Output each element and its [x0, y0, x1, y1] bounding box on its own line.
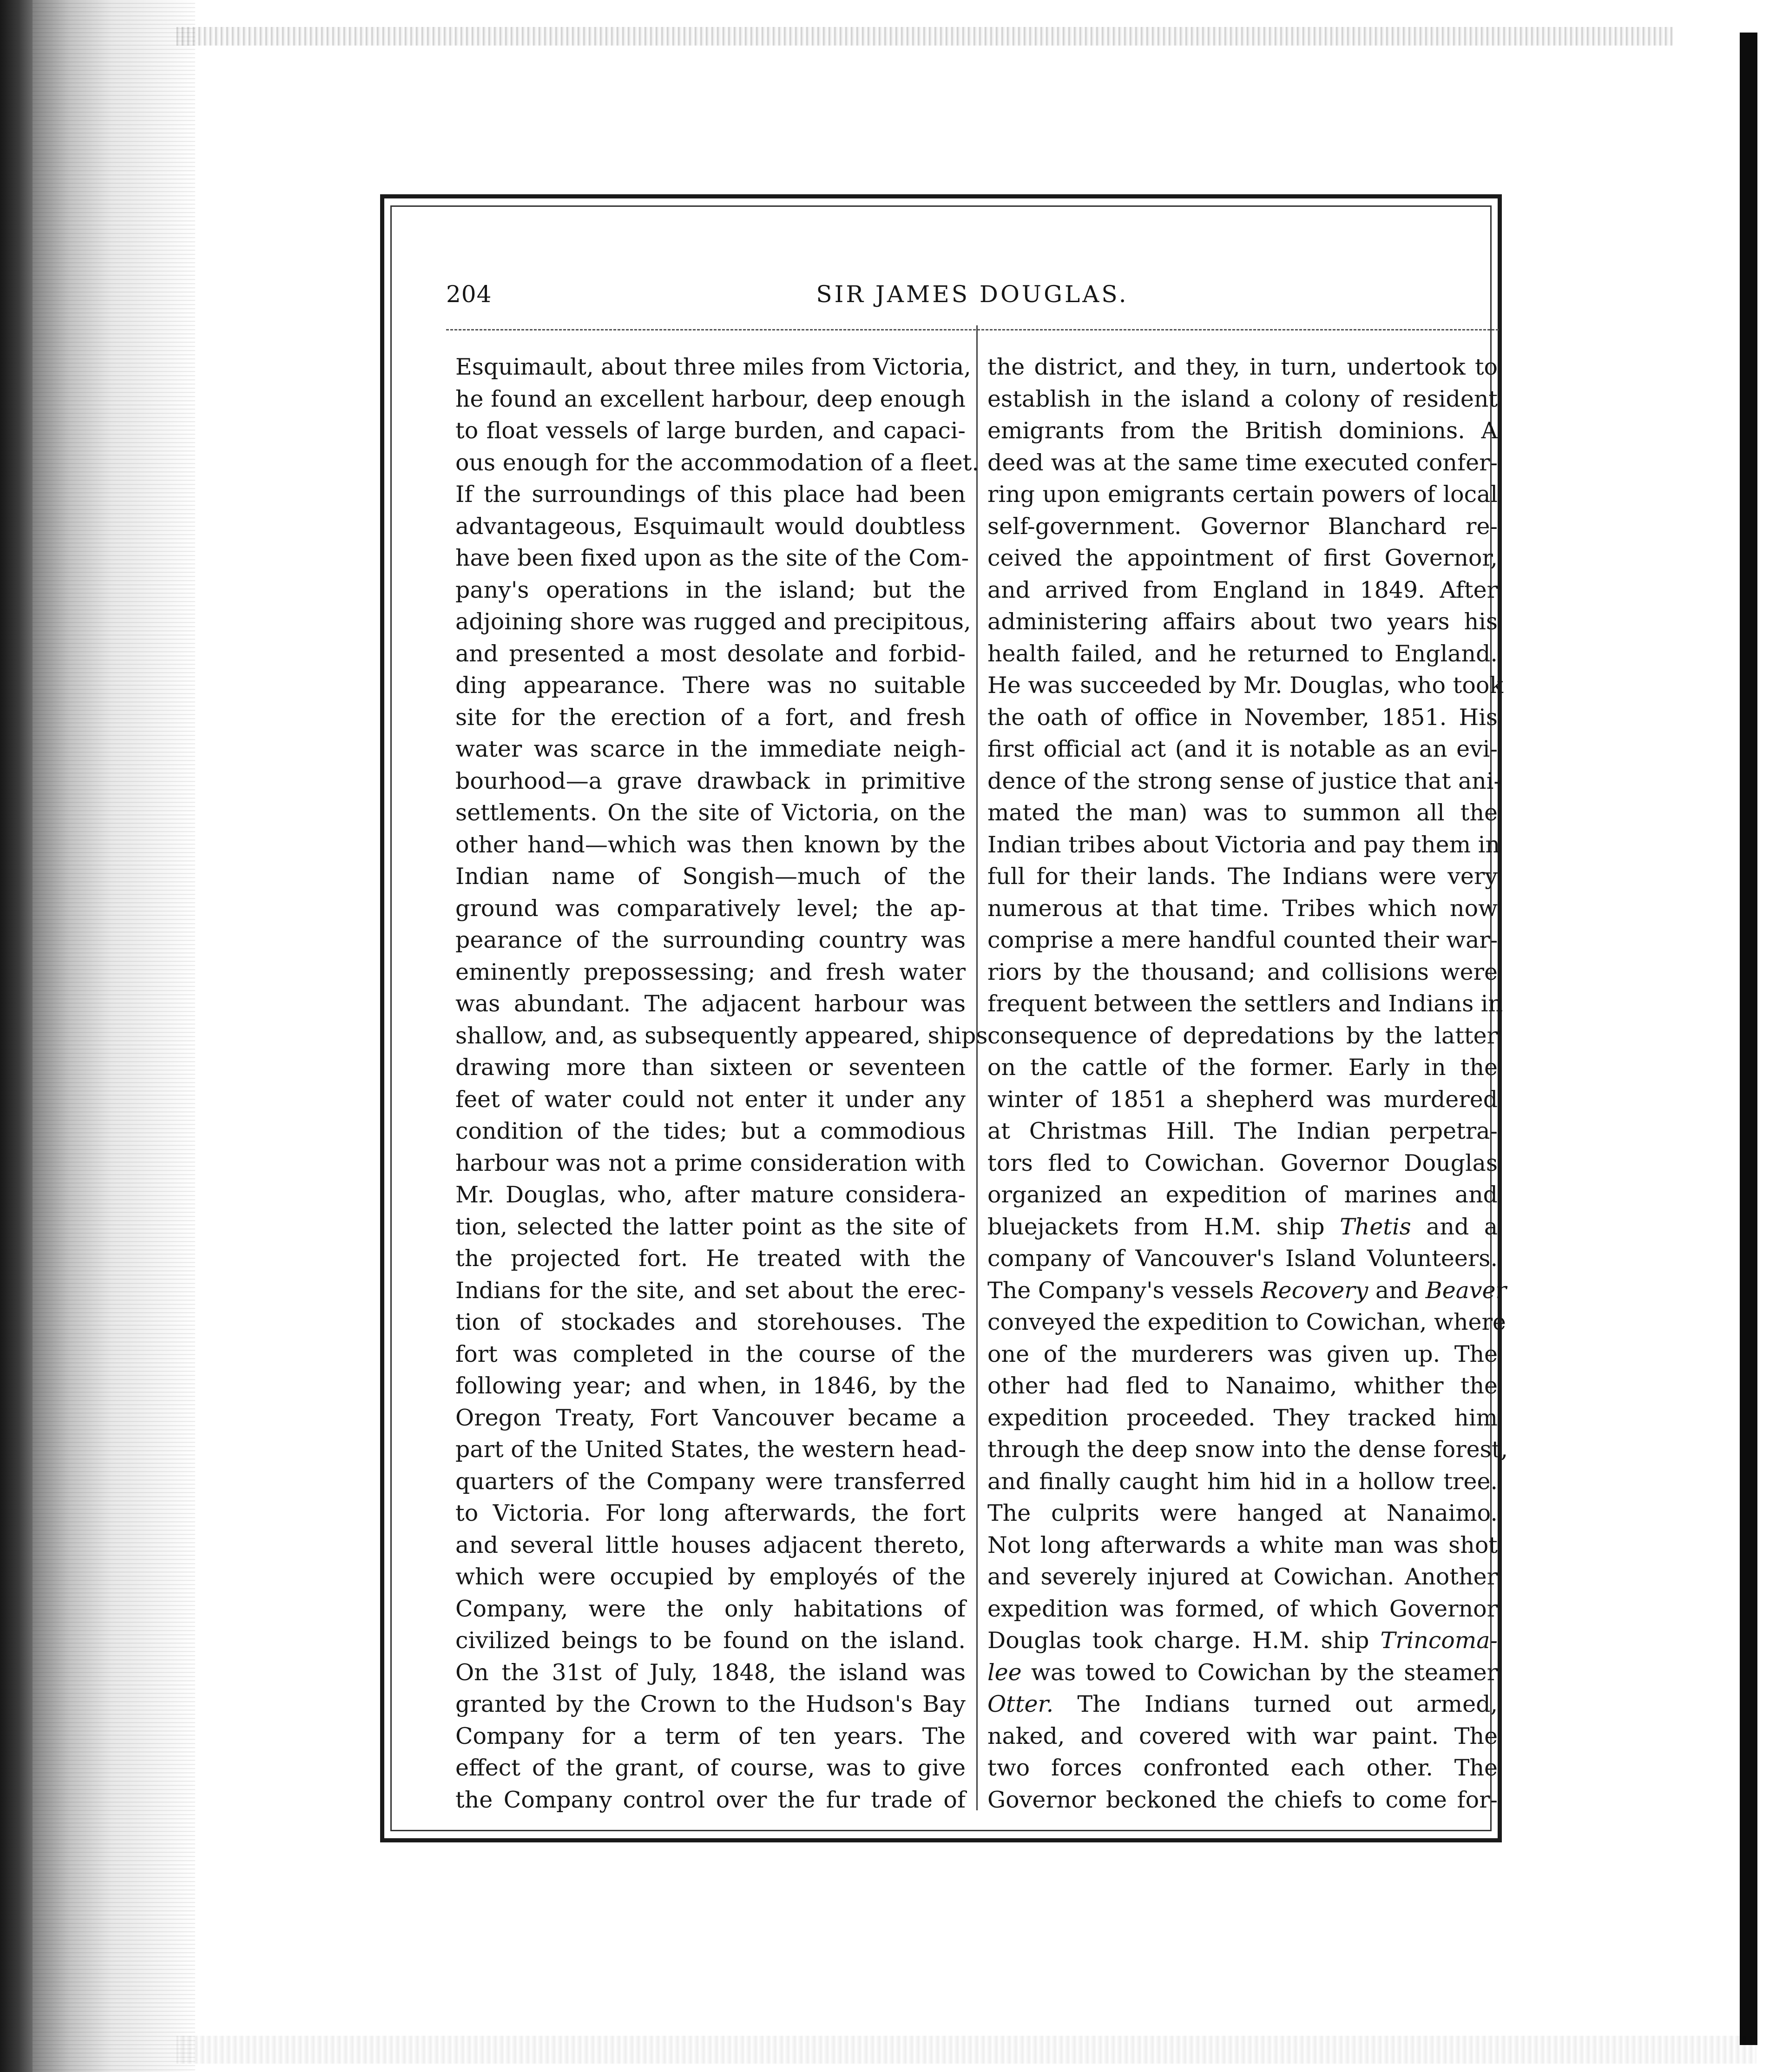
text-line: Company for a term of ten years. The — [455, 1722, 966, 1749]
text-line: on the cattle of the former. Early in the — [987, 1054, 1498, 1081]
text-line: part of the United States, the western head- — [455, 1436, 966, 1463]
text-line: The Company's vessels Recovery and Beaver — [987, 1277, 1506, 1304]
text-line: civilized beings to be found on the island. — [455, 1627, 966, 1654]
text-line: feet of water could not enter it under any — [455, 1086, 966, 1113]
text-column-right — [987, 351, 1508, 1816]
page-number: 204 — [446, 281, 492, 308]
text-line: establish in the island a colony of resident — [987, 385, 1498, 412]
text-line: company of Vancouver's Island Volunteers. — [987, 1245, 1498, 1272]
text-line: the Company control over the fur trade of — [455, 1786, 966, 1813]
text-line: mated the man) was to summon all the — [987, 799, 1498, 826]
text-line: lee was towed to Cowichan by the steamer — [987, 1659, 1498, 1686]
text-column-left — [455, 351, 988, 1816]
text-line: two forces confronted each other. The — [987, 1755, 1498, 1781]
text-line: granted by the Crown to the Hudson's Bay — [455, 1691, 966, 1717]
text-line: consequence of depredations by the latter — [987, 1022, 1498, 1049]
text-line: numerous at that time. Tribes which now — [987, 895, 1498, 922]
text-line: pearance of the surrounding country was — [455, 927, 966, 953]
text-line: he found an excellent harbour, deep enough — [455, 385, 966, 412]
text-line: the projected fort. He treated with the — [455, 1245, 966, 1272]
text-line: Douglas took charge. H.M. ship Trincoma- — [987, 1627, 1498, 1654]
text-line: first official act (and it is notable as an evi- — [987, 736, 1498, 762]
text-line: adjoining shore was rugged and precipitous, — [455, 608, 971, 635]
column-divider — [976, 325, 978, 1810]
text-line: have been fixed upon as the site of the Com- — [455, 545, 969, 571]
text-line: shallow, and, as subsequently appeared, ships — [455, 1022, 988, 1049]
text-line: following year; and when, in 1846, by the — [455, 1373, 966, 1399]
text-line: the district, and they, in turn, undertook to — [987, 354, 1498, 380]
text-line: bourhood—a grave drawback in primitive — [455, 767, 966, 794]
text-line: winter of 1851 a shepherd was murdered — [987, 1086, 1498, 1113]
text-line: harbour was not a prime consideration with — [455, 1149, 966, 1176]
text-line: and finally caught him hid in a hollow tree. — [987, 1468, 1498, 1495]
text-line: self-government. Governor Blanchard re- — [987, 513, 1498, 540]
text-line: organized an expedition of marines and — [987, 1181, 1498, 1208]
text-line: He was succeeded by Mr. Douglas, who took — [987, 672, 1504, 699]
text-line: fort was completed in the course of the — [455, 1340, 966, 1367]
text-line: and severely injured at Cowichan. Another — [987, 1564, 1498, 1590]
text-line: and presented a most desolate and forbid- — [455, 640, 966, 667]
text-line: comprise a mere handful counted their war- — [987, 927, 1498, 953]
scan-right-edge — [1740, 33, 1757, 2045]
text-line: Not long afterwards a white man was shot — [987, 1531, 1498, 1558]
running-title: SIR JAMES DOUGLAS. — [816, 281, 1129, 308]
text-line: Esquimault, about three miles from Victoria, — [455, 354, 971, 380]
text-line: naked, and covered with war paint. The — [987, 1722, 1498, 1749]
text-line: eminently prepossessing; and fresh water — [455, 958, 966, 985]
text-line: tors fled to Cowichan. Governor Douglas — [987, 1149, 1498, 1176]
text-line: tion of stockades and storehouses. The — [455, 1309, 966, 1335]
text-line: The culprits were hanged at Nanaimo. — [987, 1500, 1498, 1526]
text-line: conveyed the expedition to Cowichan, where — [987, 1309, 1506, 1335]
text-line: Company, were the only habitations of — [455, 1595, 966, 1622]
text-line: and arrived from England in 1849. After — [987, 576, 1498, 603]
text-line: Governor beckoned the chiefs to come for- — [987, 1786, 1498, 1813]
text-line: other had fled to Nanaimo, whither the — [987, 1373, 1498, 1399]
text-line: effect of the grant, of course, was to give — [455, 1755, 966, 1781]
scan-binding-shadow — [0, 0, 33, 2072]
text-line: Indian name of Songish—much of the — [455, 863, 966, 890]
text-line: ceived the appointment of first Governor, — [987, 545, 1498, 571]
text-line: at Christmas Hill. The Indian perpetra- — [987, 1118, 1498, 1144]
text-line: Mr. Douglas, who, after mature considera- — [455, 1181, 966, 1208]
text-line: site for the erection of a fort, and fresh — [455, 704, 966, 731]
text-line: If the surroundings of this place had been — [455, 481, 966, 508]
text-line: to float vessels of large burden, and capaci- — [455, 417, 966, 444]
text-line: administering affairs about two years his — [987, 608, 1498, 635]
text-line: advantageous, Esquimault would doubtless — [455, 513, 966, 540]
text-line: riors by the thousand; and collisions were — [987, 958, 1498, 985]
text-line: health failed, and he returned to England. — [987, 640, 1498, 667]
scan-bottom-edge — [177, 2036, 1756, 2064]
text-line: which were occupied by employés of the — [455, 1564, 966, 1590]
text-line: Oregon Treaty, Fort Vancouver became a — [455, 1404, 966, 1431]
text-line: was abundant. The adjacent harbour was — [455, 990, 966, 1017]
text-line: other hand—which was then known by the — [455, 831, 966, 858]
text-line: water was scarce in the immediate neigh- — [455, 736, 966, 762]
text-line: ground was comparatively level; the ap- — [455, 895, 966, 922]
text-line: ding appearance. There was no suitable — [455, 672, 966, 699]
scan-top-edge — [177, 27, 1673, 46]
text-line: pany's operations in the island; but the — [455, 576, 966, 603]
text-line: ring upon emigrants certain powers of local — [987, 481, 1498, 508]
text-line: Otter. The Indians turned out armed, — [987, 1691, 1498, 1717]
text-line: dence of the strong sense of justice that ani- — [987, 767, 1501, 794]
text-line: condition of the tides; but a commodious — [455, 1118, 966, 1144]
text-line: the oath of office in November, 1851. His — [987, 704, 1498, 731]
text-line: to Victoria. For long afterwards, the fort — [455, 1500, 966, 1526]
text-line: tion, selected the latter point as the site of — [455, 1213, 966, 1240]
text-line: and several little houses adjacent thereto, — [455, 1531, 966, 1558]
text-line: bluejackets from H.M. ship Thetis and a — [987, 1213, 1498, 1240]
text-line: Indian tribes about Victoria and pay them in — [987, 831, 1500, 858]
text-line: deed was at the same time executed confer- — [987, 449, 1498, 476]
text-line: expedition was formed, of which Governor — [987, 1595, 1498, 1622]
text-line: settlements. On the site of Victoria, on the — [455, 799, 966, 826]
text-line: full for their lands. The Indians were very — [987, 863, 1498, 890]
text-line: On the 31st of July, 1848, the island was — [455, 1659, 966, 1686]
header-rule — [446, 329, 1499, 330]
text-line: drawing more than sixteen or seventeen — [455, 1054, 966, 1081]
text-line: Indians for the site, and set about the erec- — [455, 1277, 966, 1304]
text-line: expedition proceeded. They tracked him — [987, 1404, 1498, 1431]
text-line: emigrants from the British dominions. A — [987, 417, 1498, 444]
text-line: ous enough for the accommodation of a fleet. — [455, 449, 979, 476]
running-head — [446, 281, 1499, 318]
text-line: quarters of the Company were transferred — [455, 1468, 966, 1495]
text-line: frequent between the settlers and Indians in — [987, 990, 1503, 1017]
text-line: through the deep snow into the dense forest, — [987, 1436, 1508, 1463]
text-line: one of the murderers was given up. The — [987, 1340, 1498, 1367]
